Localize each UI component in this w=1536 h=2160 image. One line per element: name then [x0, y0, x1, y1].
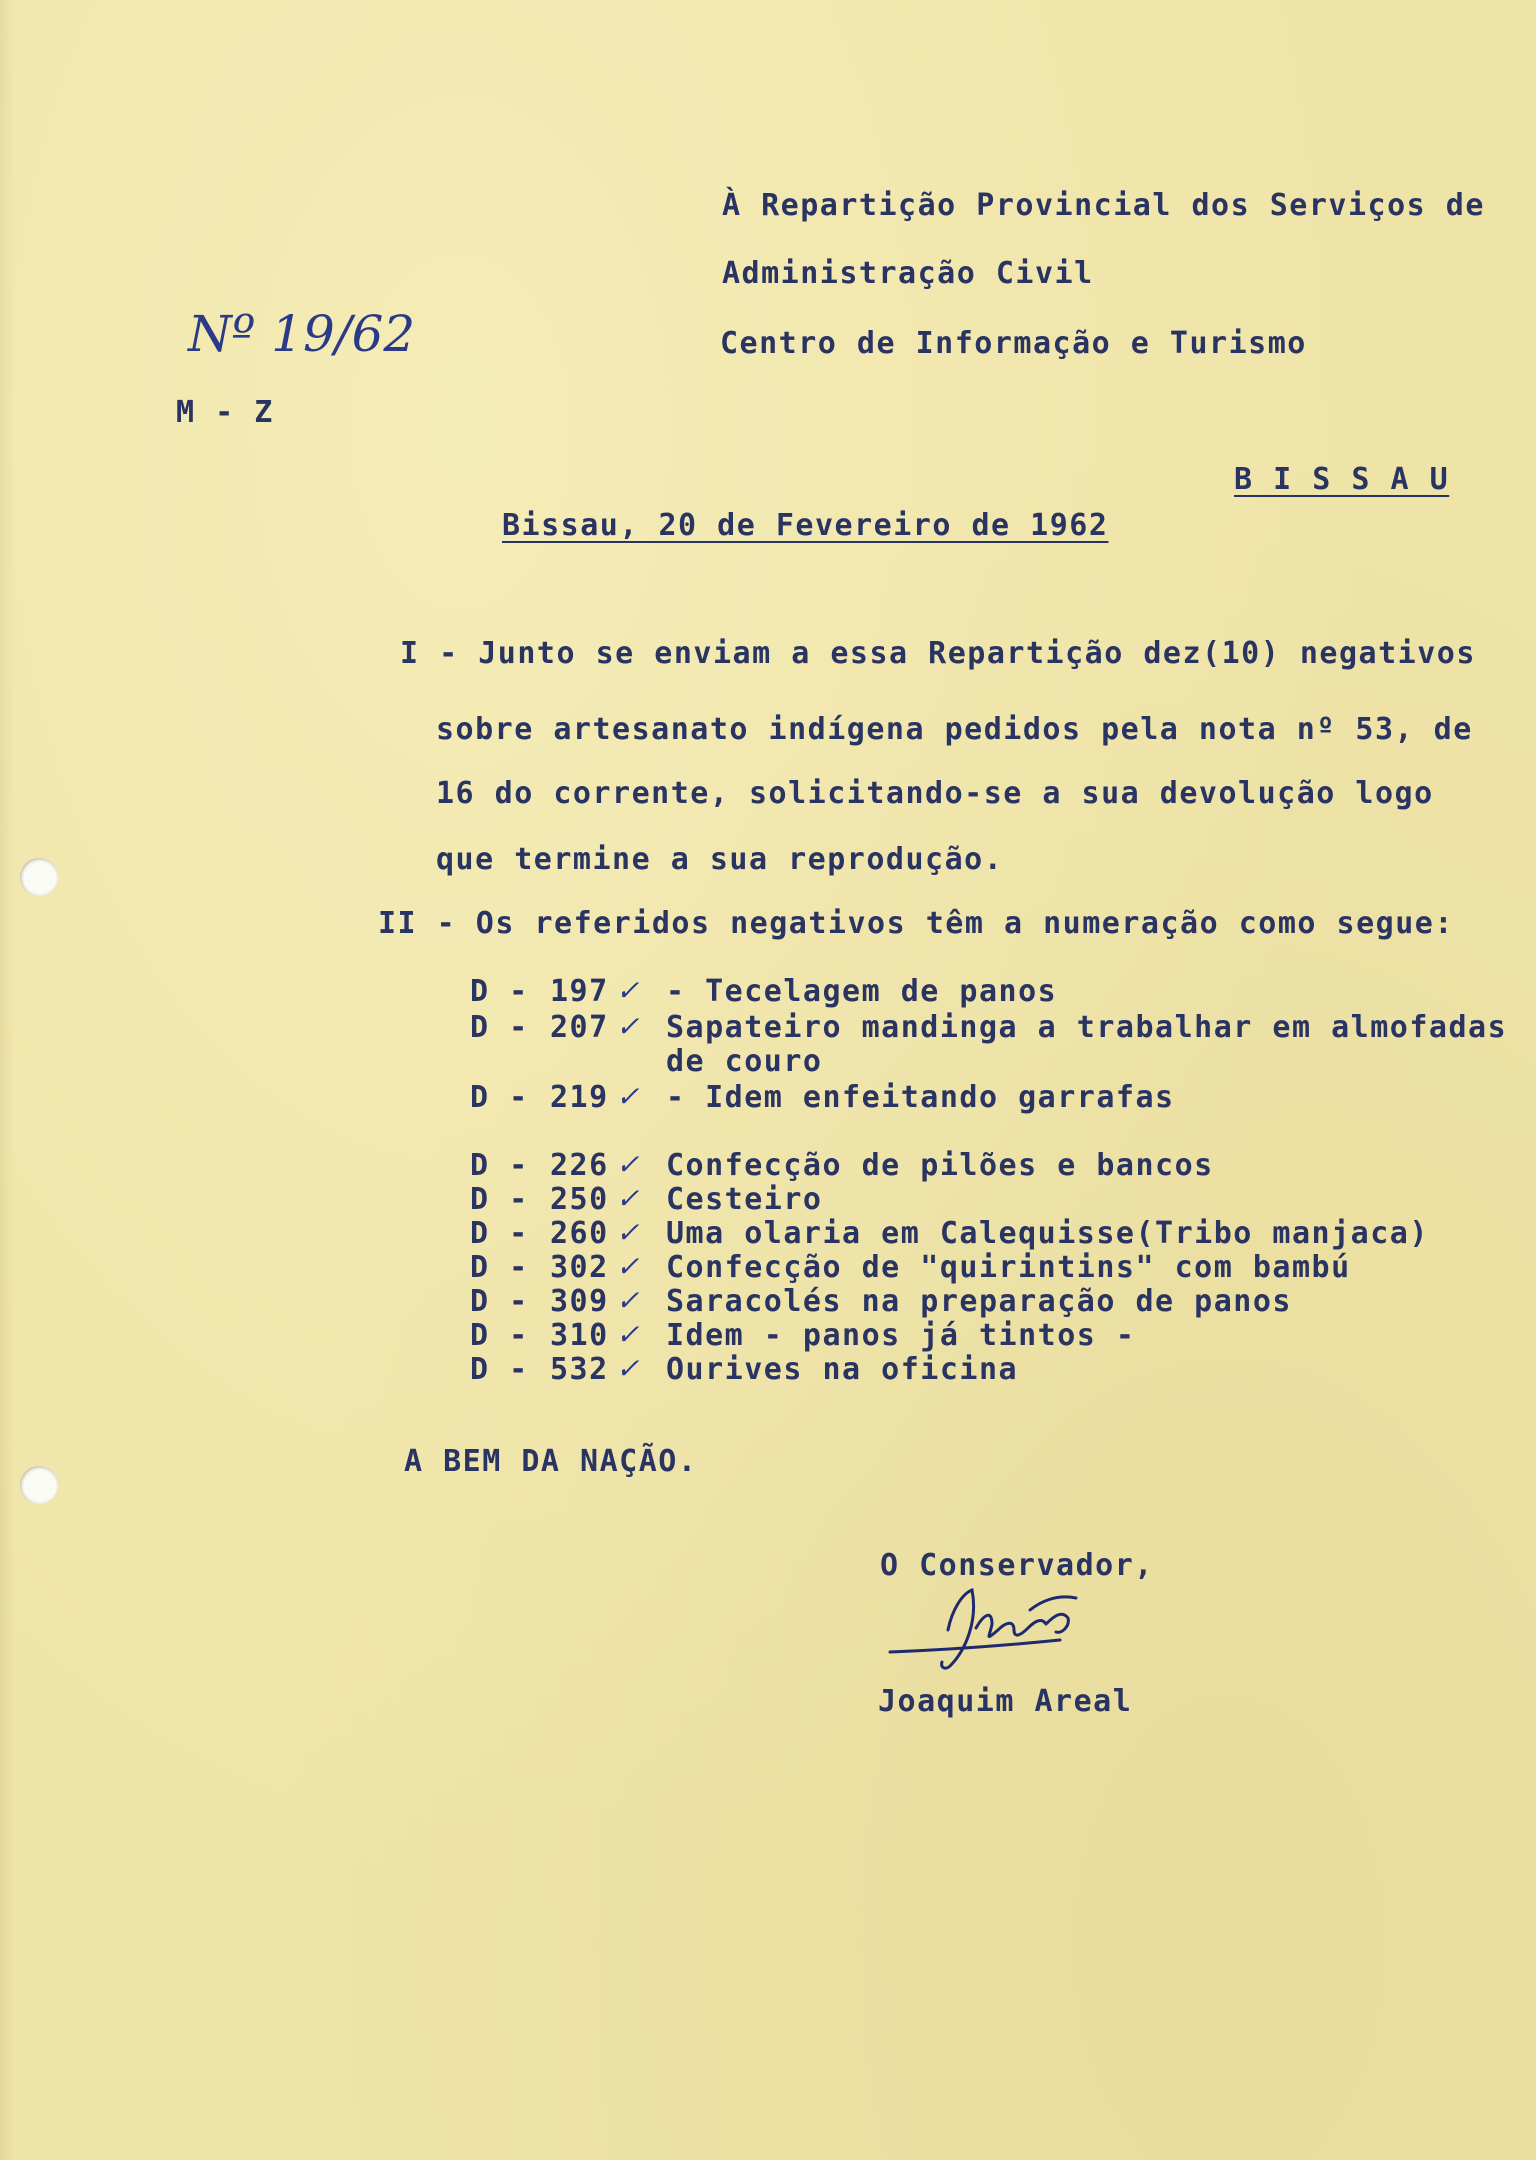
list-item-number: 226: [550, 1148, 609, 1183]
list-item-number: 260: [550, 1216, 609, 1251]
list-item-description: Confecção de pilões e bancos: [666, 1148, 1214, 1183]
list-item-code: D -: [470, 1148, 529, 1183]
signatory-name: Joaquim Areal: [878, 1684, 1133, 1719]
list-item-description: - Idem enfeitando garrafas: [666, 1080, 1175, 1115]
list-item-number: 207: [550, 1010, 609, 1045]
checkmark-icon: ✓: [616, 1352, 641, 1385]
recipient-line-3: Centro de Informação e Turismo: [720, 326, 1307, 361]
list-item-number: 219: [550, 1080, 609, 1115]
list-item-description: Uma olaria em Calequisse(Tribo manjaca): [666, 1216, 1429, 1251]
checkmark-icon: ✓: [616, 1148, 641, 1181]
list-item-description: Sapateiro mandinga a trabalhar em almofadas: [666, 1010, 1508, 1045]
paragraph-2-line-1: II - Os referidos negativos têm a numeração como segue:: [378, 906, 1454, 941]
paragraph-1-line-4: que termine a sua reprodução.: [436, 842, 1004, 877]
list-item-code: D -: [470, 1216, 529, 1251]
list-item-number: 309: [550, 1284, 609, 1319]
list-item-number: 250: [550, 1182, 609, 1217]
list-item-code: D -: [470, 1250, 529, 1285]
paragraph-1-line-3: 16 do corrente, solicitando-se a sua devolução logo: [436, 776, 1434, 811]
recipient-line-1: À Repartição Provincial dos Serviços de: [722, 188, 1485, 223]
list-item-code: D -: [470, 1352, 529, 1387]
list-item-description: Idem - panos já tintos -: [666, 1318, 1136, 1353]
checkmark-icon: ✓: [616, 1284, 641, 1317]
paragraph-1-line-2: sobre artesanato indígena pedidos pela nota nº 53, de: [436, 712, 1473, 747]
checkmark-icon: ✓: [616, 1010, 641, 1043]
list-item-number: 197: [550, 974, 609, 1009]
date-line: Bissau, 20 de Fevereiro de 1962: [502, 508, 1109, 543]
list-item-description: Cesteiro: [666, 1182, 823, 1217]
list-item-code: D -: [470, 974, 529, 1009]
list-item-description: - Tecelagem de panos: [666, 974, 1058, 1009]
list-item-code: D -: [470, 1182, 529, 1217]
checkmark-icon: ✓: [616, 1182, 641, 1215]
list-item-number: 302: [550, 1250, 609, 1285]
handwritten-signature: [880, 1580, 1180, 1690]
checkmark-icon: ✓: [616, 1216, 641, 1249]
punch-hole-bottom: [20, 1466, 58, 1504]
list-item-description: Confecção de "quirintins" com bambú: [666, 1250, 1351, 1285]
handwritten-reference: Nº 19/62: [188, 305, 416, 363]
typed-initials: M - Z: [176, 395, 274, 430]
checkmark-icon: ✓: [616, 1318, 641, 1351]
list-item-code: D -: [470, 1010, 529, 1045]
checkmark-icon: ✓: [616, 1080, 641, 1113]
list-item-code: D -: [470, 1284, 529, 1319]
checkmark-icon: ✓: [616, 974, 641, 1007]
list-item-description-continued: de couro: [666, 1044, 823, 1079]
list-item-code: D -: [470, 1318, 529, 1353]
list-item-code: D -: [470, 1080, 529, 1115]
paragraph-1-line-1: I - Junto se enviam a essa Repartição dez(10) negativos: [400, 636, 1476, 671]
recipient-line-2: Administração Civil: [722, 256, 1094, 291]
city-heading: B I S S A U: [1234, 462, 1450, 497]
closing-salutation: A BEM DA NAÇÃO.: [404, 1444, 698, 1479]
list-item-number: 532: [550, 1352, 609, 1387]
list-item-number: 310: [550, 1318, 609, 1353]
list-item-description: Ourives na oficina: [666, 1352, 1019, 1387]
signatory-title: O Conservador,: [880, 1548, 1154, 1583]
punch-hole-top: [20, 858, 58, 896]
list-item-description: Saracolés na preparação de panos: [666, 1284, 1292, 1319]
checkmark-icon: ✓: [616, 1250, 641, 1283]
